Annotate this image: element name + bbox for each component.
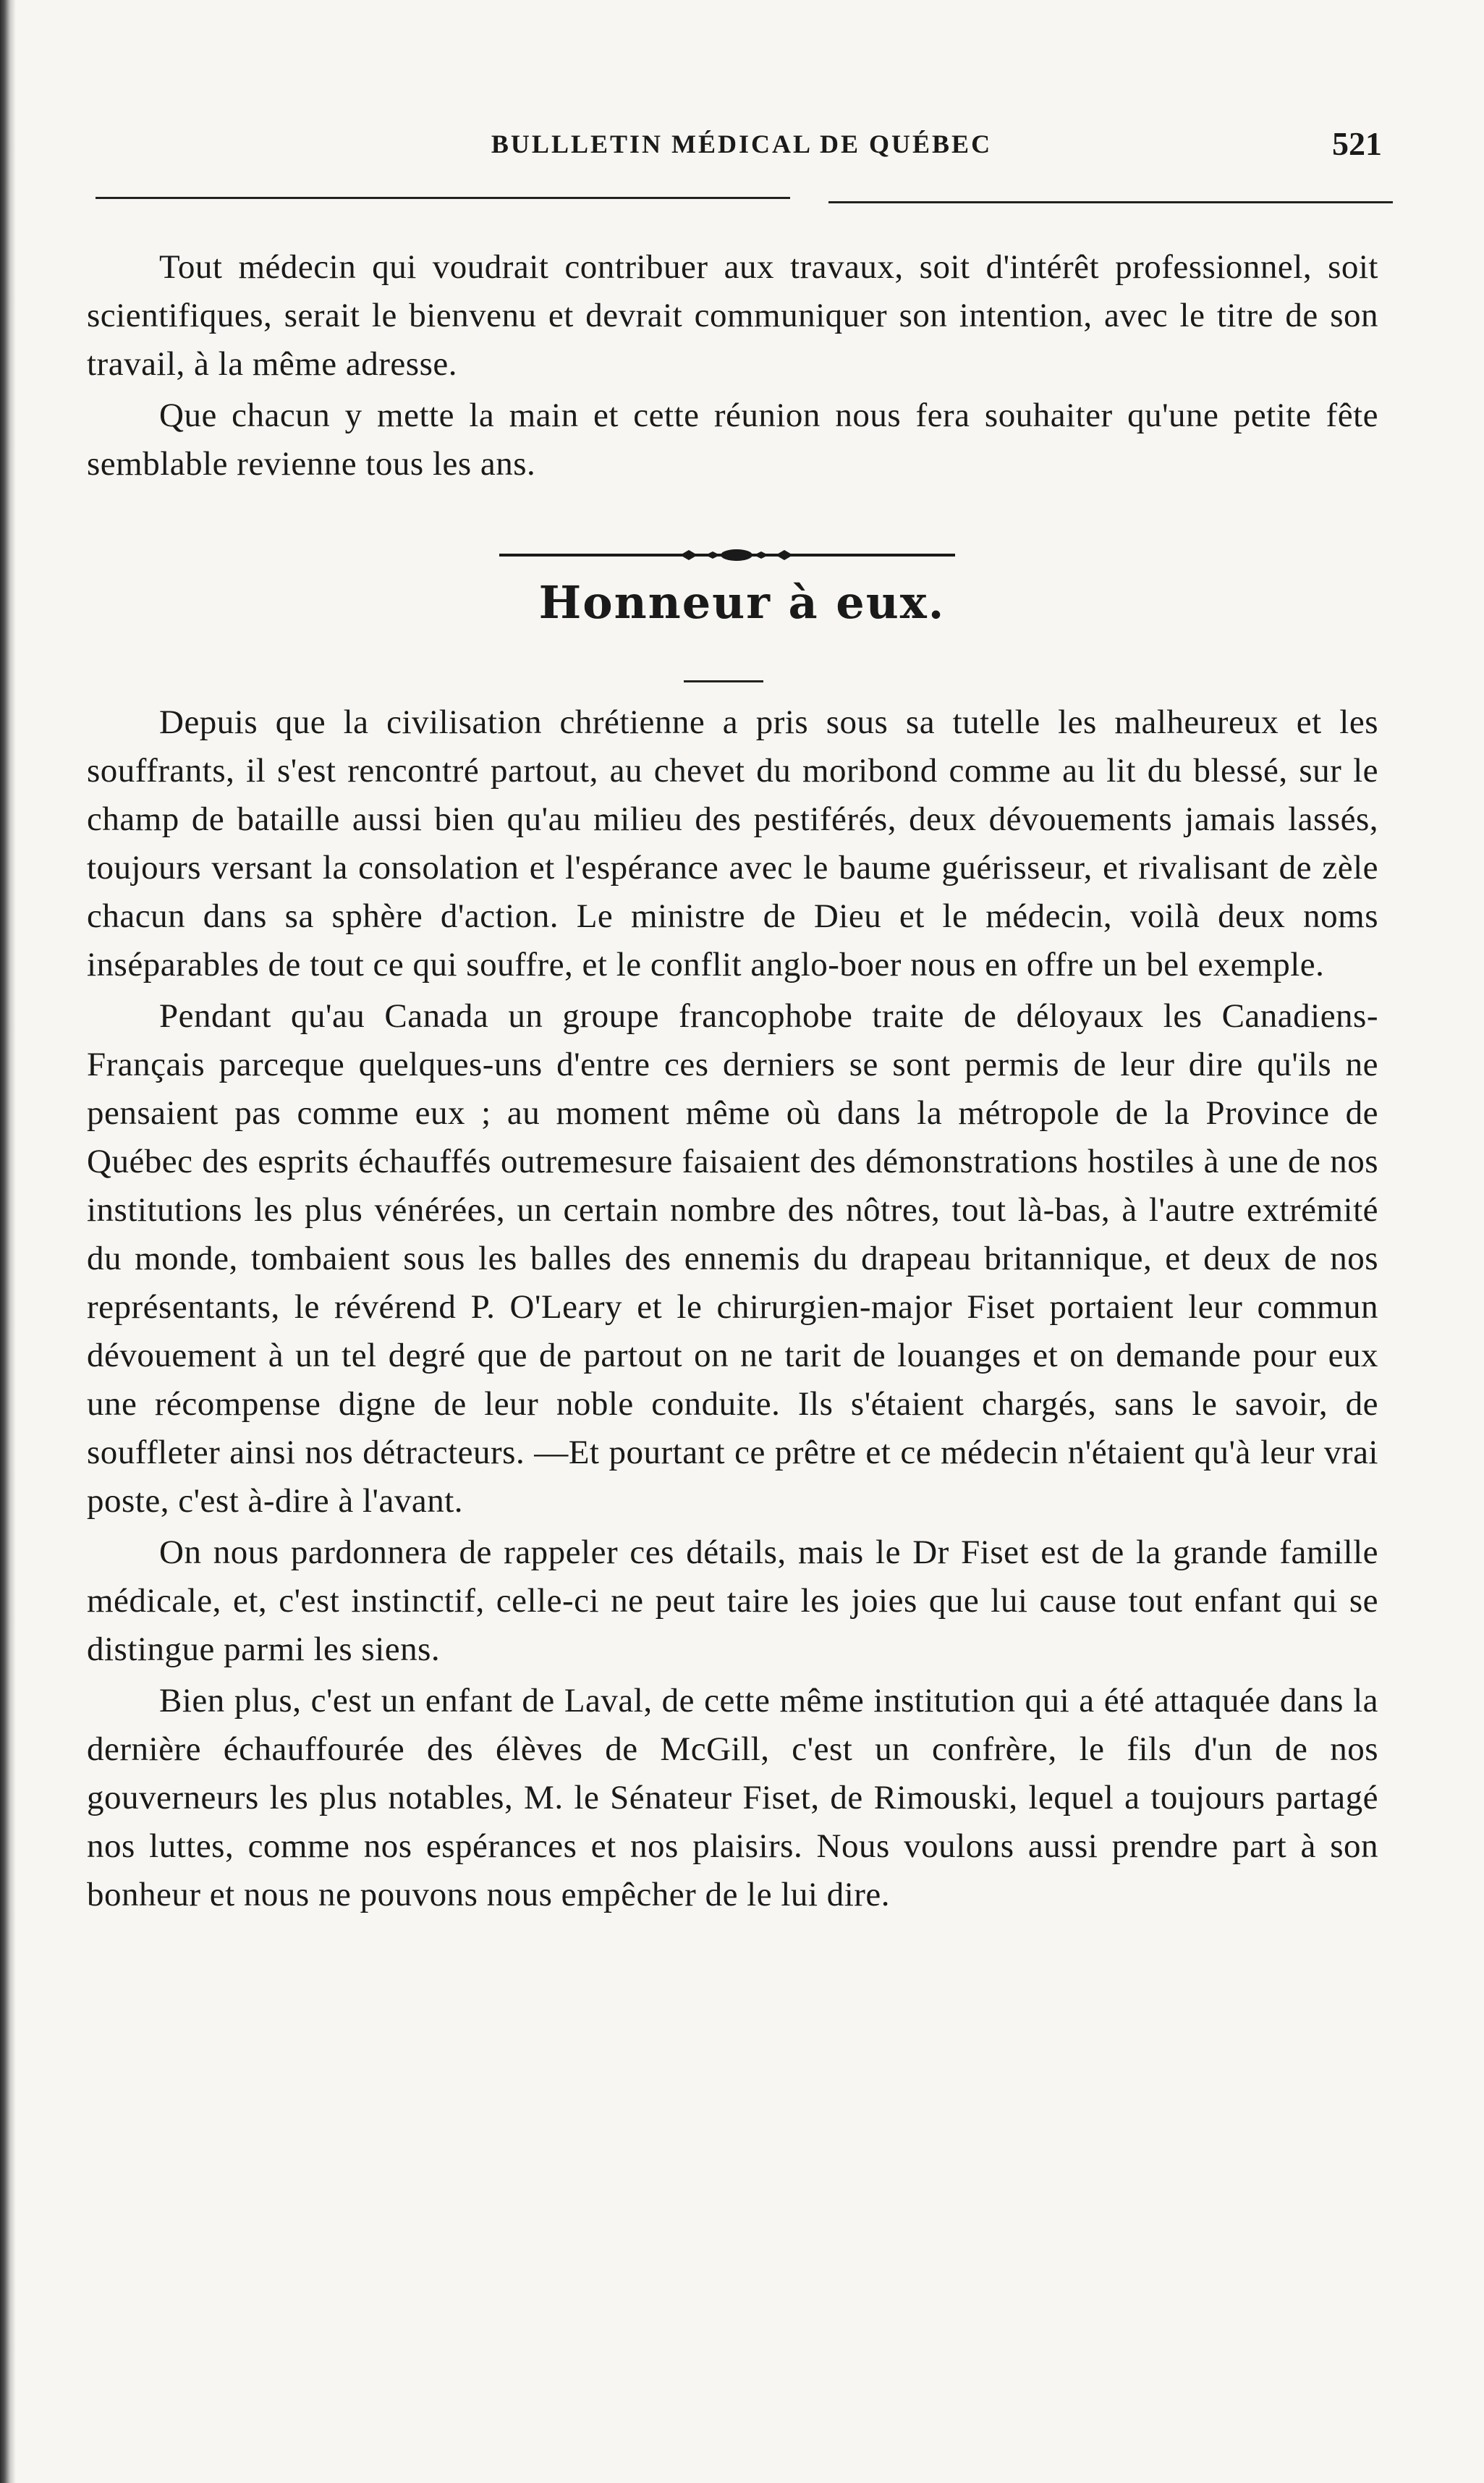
header-rule-right (828, 201, 1393, 203)
body-paragraph: Pendant qu'au Canada un groupe francophobe traite de déloyaux les Canadiens-Français parceque quelques-uns d'entre ces derniers se sont permis de leur dire qu'ils ne pensaient pas comme eux ; au moment même où dans la métropole de la Province de Québec des esprits échauffés outremesure faisaient des démonstrations hostiles à une de nos institutions les plus vénérées, un certain nombre des nôtres, tout là-bas, à l'autre extrémité du monde, tombaient sous les balles des ennemis du drapeau britannique, et deux de nos représentants, le révérend P. O'Leary et le chirurgien-major Fiset portaient leur commun dévouement à un tel degré que de partout on ne tarit de louanges et on demande pour eux une récompense digne de leur noble conduite. Ils s'étaient chargés, sans le savoir, de souffleter ainsi nos détracteurs. —Et pourtant ce prêtre et ce médecin n'étaient qu'à leur vrai poste, c'est à-dire à l'avant. (87, 997, 1378, 1520)
body-paragraph: Depuis que la civilisation chrétienne a pris sous sa tutelle les malheureux et les souffrants, il s'est rencontré partout, au chevet du moribond comme au lit du blessé, sur le champ de bataille aussi bien qu'au milieu des pestiférés, deux dévouements jamais lassés, toujours versant la consolation et l'espérance avec le baume guérisseur, et rivalisant de zèle chacun dans sa sphère d'action. Le ministre de Dieu et le médecin, voilà deux noms inséparables de tout ce qui souffre, et le conflit anglo-boer nous en offre un bel exemple. (87, 703, 1378, 984)
section-ornament (499, 546, 955, 564)
page-header (101, 125, 1382, 172)
intro-paragraph: Tout médecin qui voudrait contribuer aux travaux, soit d'intérêt professionnel, soit scientifiques, serait le bienvenu et devrait communiquer son intention, avec le titre de son travail, à la même adresse. (87, 248, 1378, 383)
binding-edge-shadow (0, 0, 16, 2483)
ornament-rule-icon (499, 546, 955, 564)
body-paragraph: On nous pardonnera de rappeler ces détails, mais le Dr Fiset est de la grande famille médicale, et, c'est instinctif, celle-ci ne peut taire les joies que lui cause tout enfant qui se distingue parmi les siens. (87, 1534, 1378, 1668)
running-title: BULLLETIN MÉDICAL DE QUÉBEC (491, 130, 993, 158)
intro-paragraph: Que chacun y mette la main et cette réunion nous fera souhaiter qu'une petite fête semblable revienne tous les ans. (87, 397, 1378, 483)
intro-text (87, 243, 1378, 491)
section-title: Honneur à eux. (538, 576, 946, 629)
section-body (87, 698, 1378, 1922)
title-divider (684, 680, 763, 682)
header-rule-left (96, 197, 790, 199)
body-paragraph: Bien plus, c'est un enfant de Laval, de cette même institution qui a été attaquée dans la dernière échauffourée des élèves de McGill, c'est un confrère, le fils d'un de nos gouverneurs les plus notables, M. le Sénateur Fiset, de Rimouski, lequel a toujours partagé nos luttes, comme nos espérances et nos plaisirs. Nous voulons aussi prendre part à son bonheur et nous ne pouvons nous empêcher de le lui dire. (87, 1682, 1378, 1913)
page-number: 521 (1332, 125, 1382, 162)
